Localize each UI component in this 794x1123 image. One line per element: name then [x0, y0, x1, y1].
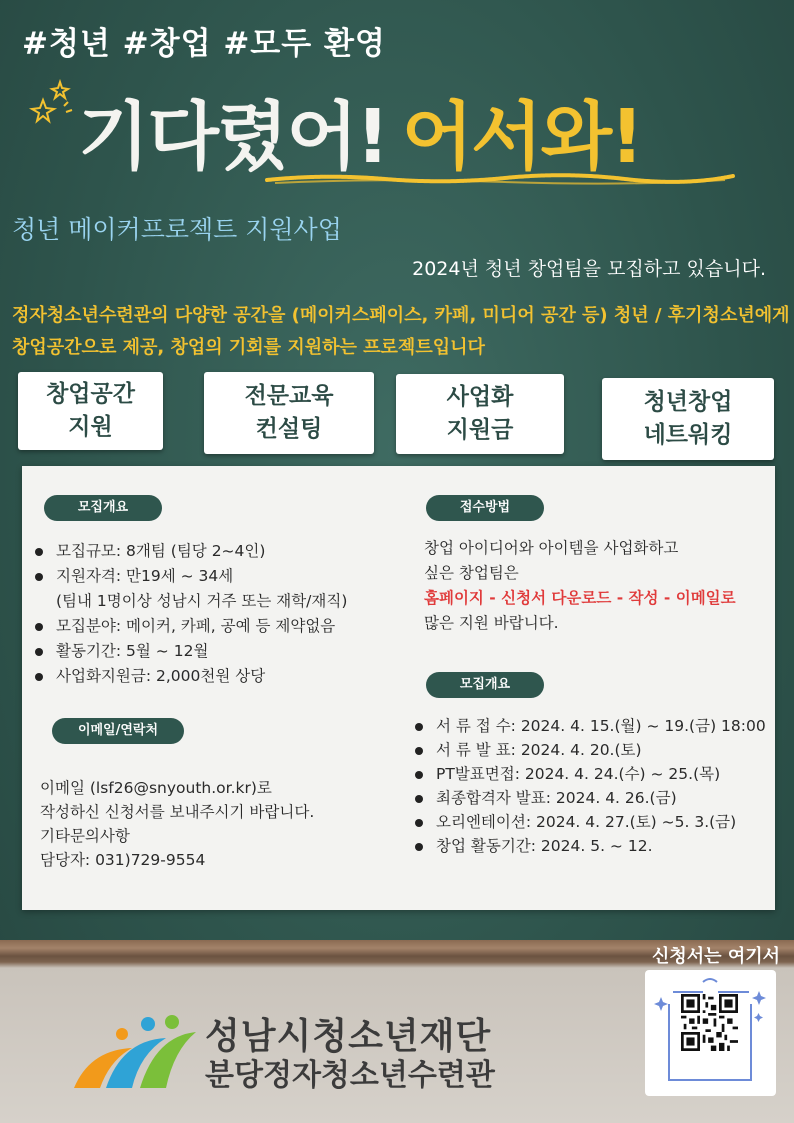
subtitle: 청년 메이커프로젝트 지원사업: [12, 215, 342, 244]
list-item: 모집규모: 8개팀 (팀당 2~4인): [32, 539, 412, 564]
center-name: 분당정자청소년수련관: [205, 1058, 495, 1093]
overview-list: [32, 539, 412, 689]
list-item: 서 류 발 표: 2024. 4. 20.(토): [412, 738, 772, 762]
qr-code-icon: [681, 994, 738, 1051]
card-networking: [602, 378, 774, 460]
list-item: 최종합격자 발표: 2024. 4. 26.(금): [412, 786, 772, 810]
apply-text: [424, 536, 774, 636]
list-item: 창업 활동기간: 2024. 5. ~ 12.: [412, 834, 772, 858]
foundation-logo-icon: [70, 1010, 200, 1090]
sparkle-icon: [28, 78, 78, 128]
list-item: 오리엔테이션: 2024. 4. 27.(토) ~5. 3.(금): [412, 810, 772, 834]
org-name: 성남시청소년재단: [205, 1016, 492, 1057]
recruit-line: 2024년 청년 창업팀을 모집하고 있습니다.: [412, 258, 766, 280]
apply-label: 접수방법: [426, 495, 544, 521]
card-space-support: [18, 372, 163, 450]
qualification-note: (팀내 1명이상 성남시 거주 또는 재학/재직): [56, 592, 348, 610]
schedule-label: 모집개요: [426, 672, 544, 698]
apply-line: 싶은 창업팀은: [424, 564, 519, 582]
headline: [78, 78, 642, 184]
contact-line: 작성하신 신청서를 보내주시기 바랍니다.: [40, 803, 315, 821]
headline-yellow: 어서와!: [401, 94, 642, 180]
contact-line: 기타문의사항: [40, 827, 130, 845]
headline-white: 기다렸어!: [78, 94, 388, 180]
description: 정자청소년수련관의 다양한 공간을 (메이커스페이스, 카페, 미디어 공간 등) 청년 / 후기청소년에게 창업공간으로 제공, 창업의 기회를 지원하는 프로젝트입니다: [12, 305, 790, 358]
contact-text: [40, 776, 410, 872]
list-item: 지원자격: 만19세 ~ 34세: [32, 564, 412, 589]
qr-card[interactable]: [645, 970, 776, 1096]
card-line2: 지원금: [446, 417, 514, 443]
card-line2: 네트워킹: [643, 422, 733, 448]
card-line2: 지원: [68, 414, 113, 440]
contact-line: 이메일 (lsf26@snyouth.or.kr)로: [40, 779, 272, 797]
card-education: [204, 372, 374, 454]
chalk-underline: [265, 170, 735, 186]
card-line1: 창업공간: [46, 381, 135, 407]
qr-label: 신청서는 여기서: [652, 946, 780, 967]
apply-line: 창업 아이디어와 아이템을 사업화하고: [424, 539, 679, 557]
card-line2: 컨설팅: [255, 416, 323, 442]
benefit-cards: [18, 372, 778, 462]
contact-label: 이메일/연락처: [52, 718, 184, 744]
schedule-list: [412, 714, 772, 858]
list-item: 서 류 접 수: 2024. 4. 15.(월) ~ 19.(금) 18:00: [412, 714, 772, 738]
list-item: 사업화지원금: 2,000천원 상당: [32, 664, 412, 689]
info-panel: [22, 466, 775, 910]
list-item: 모집분야: 메이커, 카페, 공예 등 제약없음: [32, 614, 412, 639]
apply-line: 많은 지원 바랍니다.: [424, 614, 559, 632]
card-line1: 사업화: [446, 384, 514, 410]
overview-label: 모집개요: [44, 495, 162, 521]
card-line1: 청년창업: [643, 389, 733, 415]
list-item: 활동기간: 5월 ~ 12월: [32, 639, 412, 664]
card-line1: 전문교육: [244, 383, 334, 409]
hashtags: #청년 #창업 #모두 환영: [22, 26, 386, 62]
card-business-fund: [396, 374, 564, 454]
list-item: PT발표면접: 2024. 4. 24.(수) ~ 25.(목): [412, 762, 772, 786]
contact-phone: 담당자: 031)729-9554: [40, 851, 206, 869]
apply-steps: 홈페이지 - 신청서 다운로드 - 작성 - 이메일로: [424, 589, 736, 607]
